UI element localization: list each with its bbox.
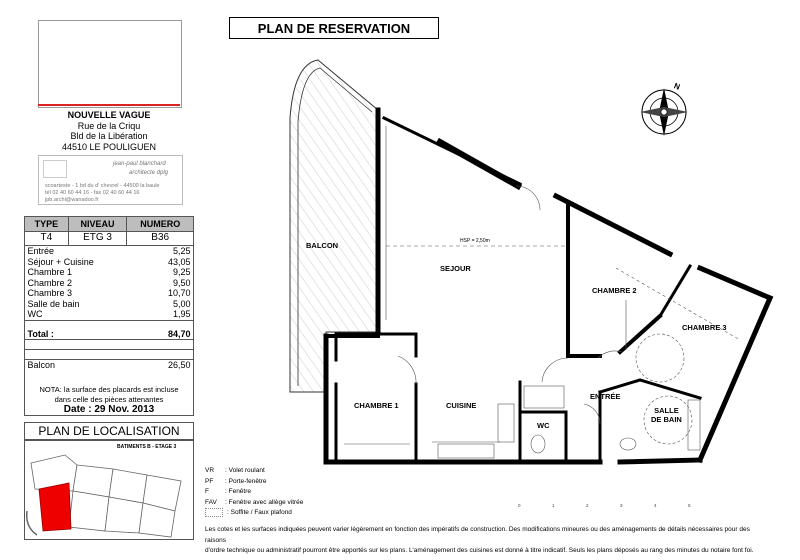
disclaimer-line-1: Les cotes et les surfaces indiquées peuvent varier légèrement en fonction des impératifs de construction. Des modifications mineures ou des aménagements de détails nécessaires pour des raisons (205, 526, 750, 544)
site-building (69, 491, 109, 531)
localisation-subtitle: BATIMENTS B - ETAGE 3 (117, 444, 177, 450)
door-swing (516, 186, 540, 210)
legend-text: : Fenêtre (225, 488, 252, 495)
architect-name: jean-paul blanchard (113, 161, 166, 167)
room-label-chambre1: CHAMBRE 1 (354, 401, 399, 410)
legend-item (205, 477, 303, 488)
wall (568, 204, 600, 356)
room-area: 10,70 (167, 288, 191, 298)
scale-label: 5 (688, 503, 691, 508)
reserved-unit-highlight (39, 483, 71, 531)
note-line-1: NOTA: la surface des placards est incluse (39, 385, 179, 394)
room-label-cuisine: CUISINE (446, 401, 477, 410)
disclaimer (205, 525, 765, 557)
door-swing (398, 356, 416, 384)
legend-key: F (205, 488, 209, 495)
room-label-entree: ENTRÉE (590, 392, 621, 401)
room-name: Chambre 2 (27, 277, 73, 288)
compass-north-label: N (672, 81, 682, 92)
balcony-label: Balcon (25, 360, 127, 371)
room-label-wc: WC (537, 421, 550, 430)
legend-text: : Volet roulant (225, 467, 265, 474)
room-area: 5,00 (172, 298, 191, 309)
wall (440, 142, 518, 186)
sdb-line-1: SALLE (654, 406, 679, 415)
kitchen-unit (524, 386, 564, 408)
total-value: 84,70 (167, 328, 191, 339)
architect-email: jpb.archi@wanadoo.fr (45, 197, 99, 203)
balcony-value: 26,50 (127, 360, 194, 371)
header-niveau: NIVEAU (68, 217, 127, 232)
project-address-1: Rue de la Criqu (77, 120, 141, 131)
scale-label: 4 (654, 503, 657, 508)
site-building (105, 497, 143, 533)
project-name: NOUVELLE VAGUE (67, 110, 151, 120)
room-label-chambre3: CHAMBRE 3 (682, 323, 727, 332)
room-label-sejour: SEJOUR (440, 264, 471, 273)
architect-phone: tél 02 40 60 44 16 - fax 02 40 60 44 16 (45, 190, 140, 196)
scale-label: 3 (620, 503, 623, 508)
room-area: 1,95 (172, 309, 191, 319)
plan-title: PLAN DE RESERVATION (229, 17, 439, 39)
room-name: Chambre 1 (27, 267, 73, 277)
room-area: 43,05 (167, 256, 191, 267)
room-label-salle-de-bain (651, 406, 682, 424)
value-numero: B36 (127, 232, 194, 246)
value-type: T4 (25, 232, 69, 246)
wc-toilet-icon (531, 435, 545, 453)
door-swing (584, 404, 600, 424)
architect-address: scoarteste - 1 bd du d' chevrel - 44500 la baule (45, 183, 160, 189)
architect-title: architecte dplg (129, 170, 169, 176)
wall (620, 460, 700, 462)
value-niveau: ETG 3 (68, 232, 127, 246)
localisation-title: PLAN DE LOCALISATION (24, 422, 194, 440)
room-area: 9,50 (172, 277, 191, 288)
legend-item (205, 487, 303, 498)
project-address-3: 44510 LE POULIGUEN (61, 141, 157, 152)
hsp-label: HSP = 2,50m (460, 238, 490, 244)
legend-text: : Porte-fenêtre (225, 477, 267, 485)
header-type: TYPE (25, 217, 69, 232)
header-numero: NUMERO (127, 217, 194, 232)
balcony-area (290, 60, 378, 392)
kitchen-unit (498, 404, 514, 442)
room-name: WC (27, 309, 43, 319)
legend-text: : Fenêtre avec allège vitrée (225, 498, 304, 506)
legend-item (205, 466, 303, 477)
legend-item (205, 508, 303, 519)
disclaimer-line-2: d'ordre technique ou administratif pourront être apportés sur les plans. L'aménagement des cuisines est donné à titre indicatif. Seuls les plans déposés au rang des minutes du notaire font foi. (205, 547, 754, 554)
room-area: 5,25 (172, 246, 191, 256)
room-label-chambre2: CHAMBRE 2 (592, 286, 637, 295)
washbasin-icon (620, 438, 636, 450)
room-name: Salle de bain (27, 298, 80, 309)
kitchen-counter (438, 444, 494, 458)
scale-label: 0 (518, 503, 521, 508)
legend-key: VR (205, 467, 215, 474)
scale-label: 1 (552, 503, 555, 508)
room-name: Séjour + Cuisine (27, 256, 94, 267)
bathtub-icon (688, 400, 700, 450)
legend-text: : Soffite / Faux plafond (227, 509, 292, 517)
total-label: Total : (27, 328, 54, 339)
legend-key: PF (205, 477, 214, 485)
wall (556, 196, 670, 254)
wall (326, 336, 600, 462)
note-line-2: dans celle des pièces attenantes (54, 395, 164, 404)
room-label-balcon: BALCON (306, 241, 339, 250)
door-swing (542, 358, 568, 382)
project-address-2: Bld de la Libération (70, 131, 148, 141)
room-name: Entrée (27, 246, 55, 256)
soffit-swatch-icon (205, 508, 223, 517)
legend-item (205, 498, 303, 509)
sdb-line-2: DE BAIN (651, 415, 682, 424)
room-name: Chambre 3 (27, 288, 73, 298)
compass-icon (640, 88, 688, 136)
site-curve (27, 511, 37, 535)
legend-key: FAV (205, 498, 217, 506)
wall (700, 268, 770, 298)
turning-circle (636, 334, 684, 382)
plan-date: Date : 29 Nov. 2013 (63, 404, 155, 415)
plan-legend (205, 466, 303, 519)
room-area: 9,25 (172, 267, 191, 277)
scale-label: 2 (586, 503, 589, 508)
